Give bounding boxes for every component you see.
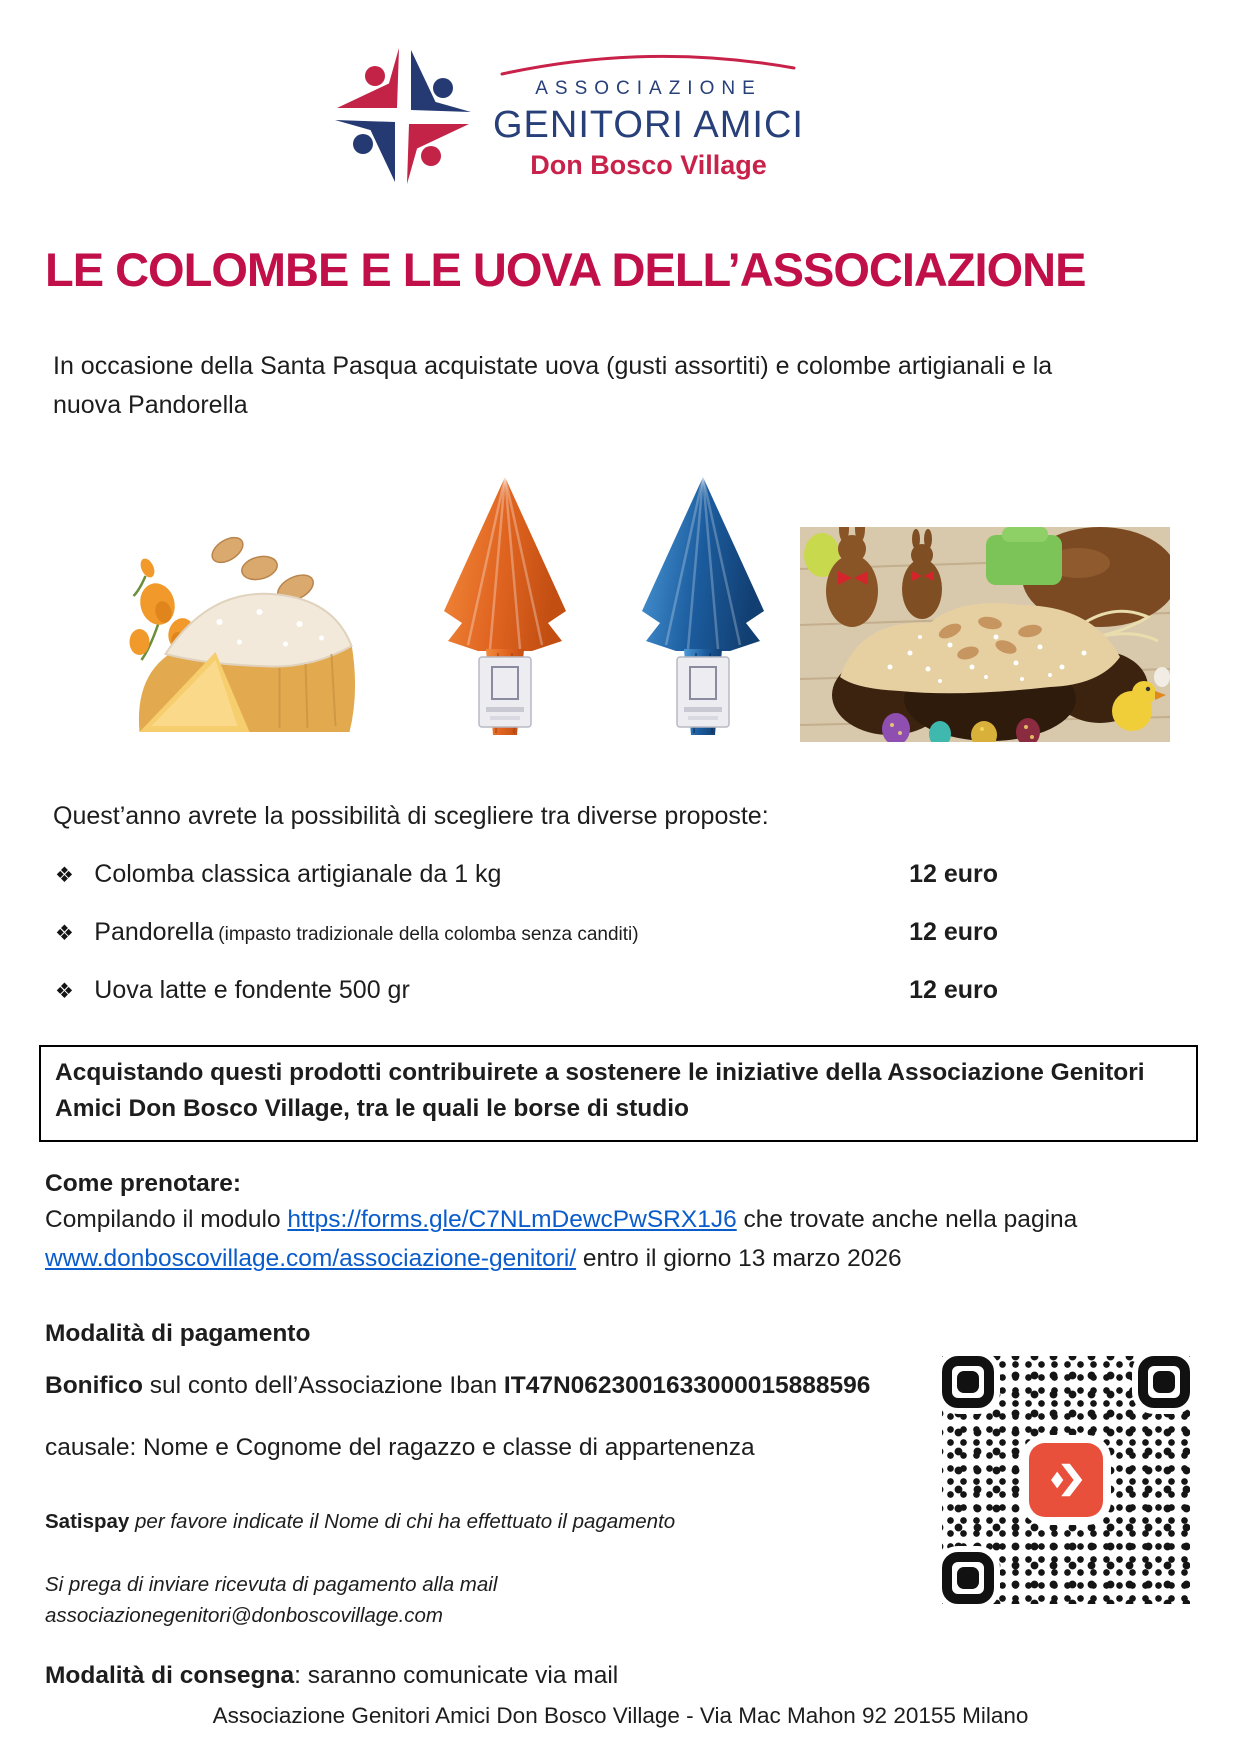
product-row-colomba — [45, 860, 1196, 889]
qr-finder-bottom-left-icon — [942, 1552, 994, 1604]
qr-finder-top-right-icon — [1138, 1356, 1190, 1408]
iban-value: IT47N0623001633000015888596 — [503, 1372, 871, 1400]
logo-genitori-amici-label: GENITORI AMICI — [492, 103, 804, 146]
diamond-bullet-icon: ❖ — [55, 863, 74, 887]
support-note-box: Acquistando questi prodotti contribuirete a sostenere le iniziative della Associazione Genitori Amici Don Bosco Village, tra le quali le borse di studio — [39, 1045, 1198, 1143]
causale-line: causale: Nome e Cognome del ragazzo e classe di appartenenza — [45, 1434, 755, 1462]
booking-heading: Come prenotare: — [45, 1170, 242, 1197]
product-name: Colomba classica artigianale da 1 kg — [94, 859, 502, 888]
product-name: Uova latte e fondente 500 gr — [94, 975, 410, 1004]
bonifico-text: sul conto dell’Associazione Iban — [143, 1372, 504, 1400]
choices-heading: Quest’anno avrete la possibilità di scegliere tra diverse proposte: — [53, 801, 769, 830]
colomba-photo-image — [800, 527, 1170, 742]
intro-text — [45, 347, 1196, 425]
orange-wrapped-egg-image — [420, 470, 590, 742]
booking-text-after: entro il giorno 13 marzo 2026 — [576, 1245, 902, 1273]
blue-wrapped-egg-image — [618, 470, 788, 742]
satispay-text: per favore indicate il Nome di chi ha effettuato il pagamento — [129, 1510, 676, 1534]
google-form-link[interactable]: https://forms.gle/C7NLmDewcPwSRX1J6 — [287, 1206, 737, 1233]
product-price: 12 euro — [909, 975, 998, 1004]
satispay-qr-code — [942, 1356, 1190, 1604]
payment-section — [45, 1354, 1196, 1632]
product-row-pandorella — [45, 918, 1196, 947]
receipt-line-1: Si prega di inviare ricevuta di pagamento alla mail — [45, 1573, 498, 1597]
product-name: Pandorella — [94, 917, 214, 946]
colomba-illustration-image — [107, 492, 382, 742]
product-note: (impasto tradizionale della colomba senza canditi) — [218, 923, 639, 945]
product-row-uova — [45, 976, 1196, 1005]
intro-line-1: In occasione della Santa Pasqua acquistate uova (gusti assortiti) e colombe artigianali e la — [53, 352, 1053, 380]
bonifico-label: Bonifico — [45, 1372, 143, 1400]
booking-text — [45, 1200, 1196, 1278]
association-logo — [0, 0, 1141, 190]
association-logo-mark-icon — [327, 40, 479, 190]
logo-association-label: ASSOCIAZIONE — [535, 77, 762, 99]
product-price: 12 euro — [909, 917, 998, 946]
bonifico-line — [45, 1372, 912, 1400]
delivery-text: : saranno comunicate via mail — [294, 1661, 619, 1689]
receipt-note — [45, 1570, 912, 1632]
logo-don-bosco-village-label: Don Bosco Village — [530, 149, 767, 180]
association-page-link[interactable]: www.donboscovillage.com/associazione-genitori/ — [45, 1245, 577, 1273]
logo-arc-icon — [498, 50, 798, 76]
intro-line-2: nuova Pandorella — [53, 390, 248, 419]
association-logo-text — [493, 50, 804, 181]
product-images-strip — [45, 467, 1196, 742]
delivery-line — [45, 1662, 1196, 1690]
booking-text-middle: che trovate anche nella pagina — [736, 1206, 1078, 1233]
product-price: 12 euro — [909, 859, 998, 888]
receipt-email: associazionegenitori@donboscovillage.com — [45, 1604, 444, 1628]
satispay-line — [45, 1510, 912, 1534]
payment-heading: Modalità di pagamento — [45, 1320, 311, 1348]
satispay-label: Satispay — [45, 1510, 130, 1534]
booking-section — [45, 1170, 1196, 1278]
diamond-bullet-icon: ❖ — [55, 979, 74, 1003]
page-title: LE COLOMBE E LE UOVA DELL’ASSOCIAZIONE — [45, 243, 1086, 296]
delivery-label: Modalità di consegna — [45, 1661, 295, 1689]
diamond-bullet-icon: ❖ — [55, 921, 74, 945]
footer-address: Associazione Genitori Amici Don Bosco Village - Via Mac Mahon 92 20155 Milano — [212, 1703, 1029, 1728]
booking-text-before: Compilando il modulo — [45, 1206, 288, 1233]
qr-finder-top-left-icon — [942, 1356, 994, 1408]
satispay-logo-icon — [1029, 1443, 1103, 1517]
